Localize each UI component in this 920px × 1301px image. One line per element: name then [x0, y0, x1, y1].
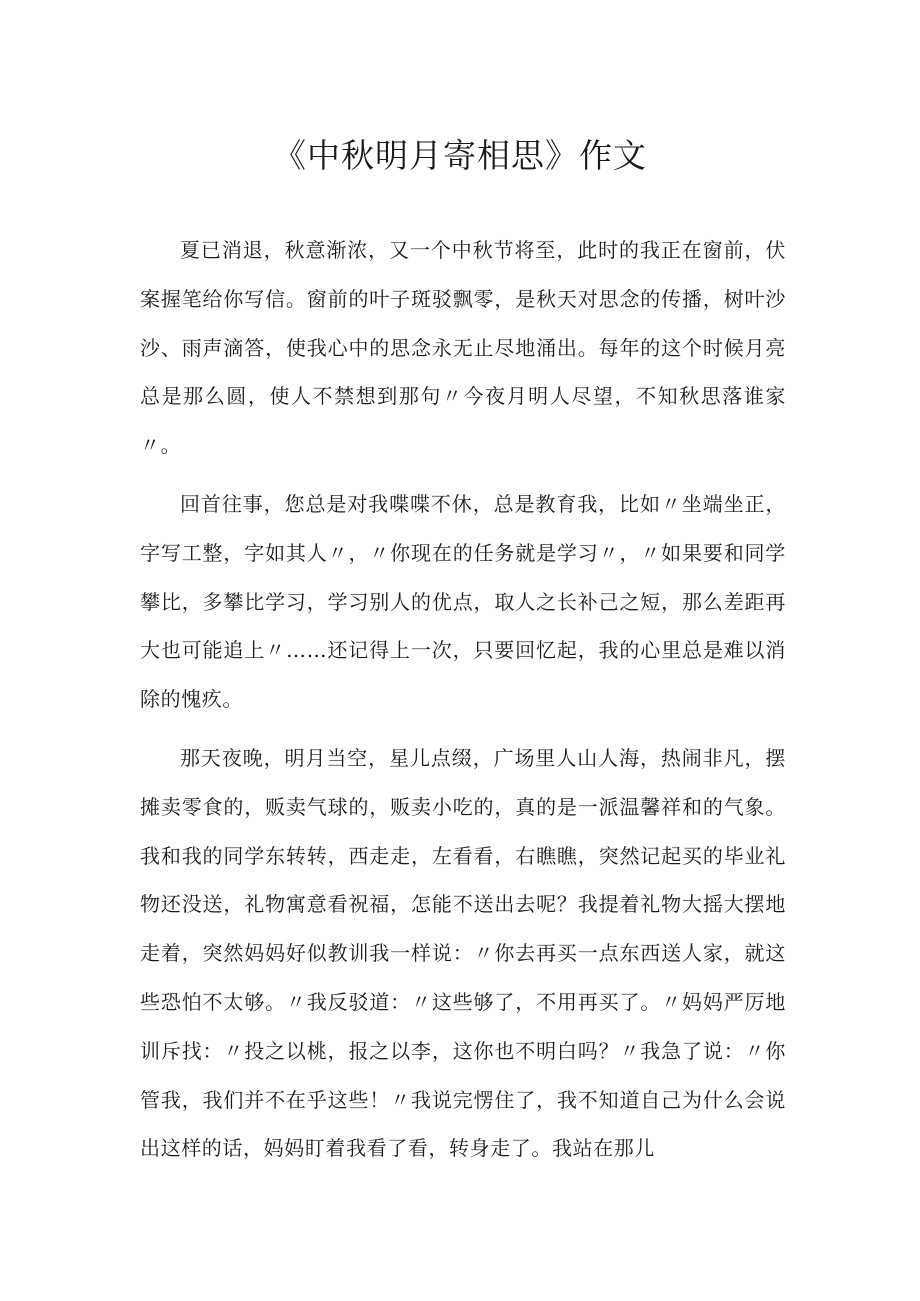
document-title: 《中秋明月寄相思》作文: [273, 136, 647, 175]
paragraph-1: 夏已消退，秋意渐浓，又一个中秋节将至，此时的我正在窗前，伏案握笔给你写信。窗前的叶子斑驳飘零，是秋天对思念的传播，树叶沙沙、雨声滴答，使我心中的思念永无止尽地涌出。每年的这个时候月亮总是那么圆，使人不禁想到那句〃今夜月明人尽望，不知秋思落谁家〃。: [140, 238, 786, 458]
paragraph-2: 回首往事，您总是对我喋喋不休，总是教育我，比如〃坐端坐正，字写工整，字如其人〃，〃你现在的任务就是学习〃，〃如果要和同学攀比，多攀比学习，学习别人的优点，取人之长补己之短，那么差距再大也可能追上〃……还记得上一次，只要回忆起，我的心里总是难以消除的愧疚。: [140, 491, 786, 712]
paragraph-3: 那天夜晚，明月当空，星儿点缀，广场里人山人海，热闹非凡，摆摊卖零食的，贩卖气球的，贩卖小吃的，真的是一派温馨祥和的气象。我和我的同学东转转，西走走，左看看，右瞧瞧，突然记起买的毕业礼物还没送，礼物寓意看祝福，怎能不送出去呢？我提着礼物大摇大摆地走着，突然妈妈好似教训我一样说：〃你去再买一点东西送人家，就这些恐怕不太够。〃我反驳道：〃这些够了，不用再买了。〃妈妈严厉地训斥找：〃投之以桃，报之以李，这你也不明白吗？〃我急了说：〃你管我，我们并不在乎这些！〃我说完愣住了，我不知道自己为什么会说出这样的话，妈妈盯着我看了看，转身走了。我站在那儿: [140, 745, 786, 1161]
document-body: [140, 226, 786, 1183]
